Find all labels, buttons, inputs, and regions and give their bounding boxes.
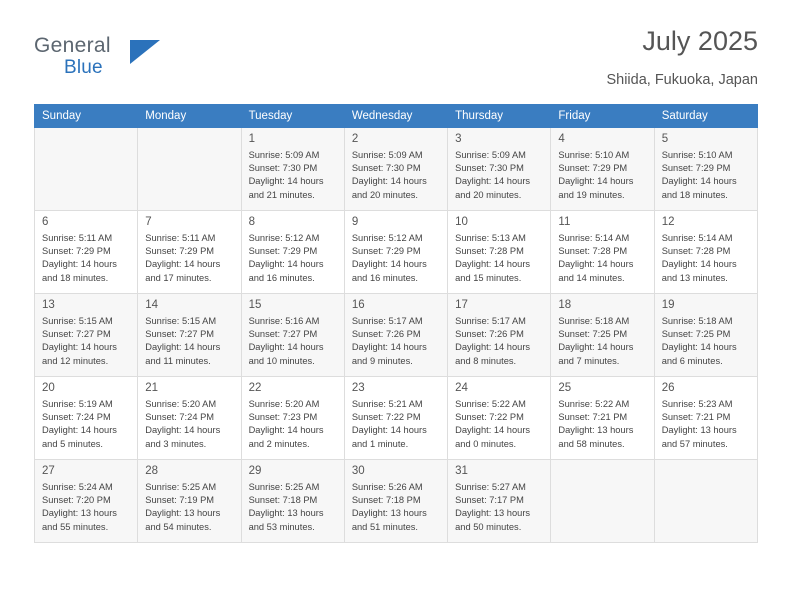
day-info-line: Sunrise: 5:21 AM [351, 399, 423, 409]
day-info-line: and 15 minutes. [455, 272, 522, 283]
day-number: 2 [351, 133, 359, 145]
day-info-line: Sunrise: 5:14 AM [661, 233, 733, 243]
day-cell-content [345, 294, 447, 376]
day-cell-content [35, 460, 137, 542]
calendar-day-cell[interactable] [241, 377, 344, 460]
day-sun-info [352, 149, 441, 202]
day-cell-content [35, 128, 137, 210]
day-info-line: and 13 minutes. [661, 272, 728, 283]
day-info-line: Sunset: 7:20 PM [42, 495, 111, 506]
day-number: 16 [351, 299, 365, 311]
day-info-line: Daylight: 14 hours [42, 342, 117, 353]
day-number: 14 [145, 299, 159, 311]
day-info-line: Sunset: 7:27 PM [42, 329, 111, 340]
day-cell-content [655, 294, 757, 376]
day-number: 31 [455, 465, 468, 477]
day-number: 19 [661, 299, 675, 311]
day-sun-info [662, 149, 751, 202]
day-info-line: Daylight: 14 hours [351, 259, 427, 270]
day-info-line: Sunset: 7:29 PM [145, 246, 215, 257]
weekday-header-sunday: Sunday [35, 105, 138, 128]
day-info-line: Daylight: 14 hours [661, 259, 737, 270]
day-info-line: Sunset: 7:24 PM [42, 412, 111, 423]
day-cell-content [345, 211, 447, 293]
day-info-line: and 3 minutes. [145, 438, 207, 449]
day-info-line: Daylight: 14 hours [145, 259, 221, 270]
day-info-line: Sunset: 7:17 PM [455, 495, 524, 506]
day-sun-info [352, 481, 441, 534]
calendar-day-cell[interactable] [138, 211, 241, 294]
day-info-line: Daylight: 13 hours [558, 425, 634, 436]
day-info-line: Daylight: 14 hours [558, 342, 634, 353]
day-info-line: Sunrise: 5:11 AM [42, 233, 113, 243]
day-info-line: and 51 minutes. [351, 521, 418, 532]
day-info-line: and 7 minutes. [558, 355, 620, 366]
calendar-day-cell[interactable] [448, 460, 551, 543]
day-number: 17 [455, 299, 468, 311]
day-info-line: Sunrise: 5:26 AM [351, 482, 423, 492]
day-sun-info [455, 232, 544, 285]
calendar-empty-cell [35, 128, 138, 211]
day-info-line: Sunset: 7:28 PM [455, 246, 524, 257]
day-info-line: Sunrise: 5:16 AM [248, 316, 320, 326]
logo-general-text: General [34, 34, 111, 57]
day-info-line: Sunrise: 5:20 AM [248, 399, 320, 409]
day-info-line: and 53 minutes. [248, 521, 315, 532]
calendar-day-cell[interactable] [551, 377, 654, 460]
day-info-line: Sunset: 7:27 PM [248, 329, 318, 340]
day-info-line: Daylight: 14 hours [558, 176, 634, 187]
day-sun-info [662, 398, 751, 451]
day-info-line: Sunset: 7:30 PM [248, 163, 318, 174]
calendar-week-row [35, 377, 758, 460]
day-info-line: Sunset: 7:22 PM [455, 412, 524, 423]
day-sun-info [42, 481, 131, 534]
day-info-line: Sunset: 7:26 PM [455, 329, 524, 340]
day-number: 24 [455, 382, 468, 394]
day-info-line: and 18 minutes. [661, 189, 728, 200]
day-info-line: and 10 minutes. [248, 355, 315, 366]
day-info-line: and 20 minutes. [351, 189, 418, 200]
day-info-line: Sunrise: 5:14 AM [558, 233, 630, 243]
day-sun-info [145, 315, 234, 368]
day-info-line: and 20 minutes. [455, 189, 522, 200]
day-sun-info [249, 232, 338, 285]
day-sun-info [42, 315, 131, 368]
day-number: 11 [558, 216, 571, 228]
day-info-line: Sunset: 7:28 PM [661, 246, 731, 257]
day-info-line: Daylight: 14 hours [455, 259, 531, 270]
day-info-line: and 58 minutes. [558, 438, 625, 449]
day-info-line: Daylight: 14 hours [248, 176, 324, 187]
day-cell-content [345, 377, 447, 459]
calendar-day-cell[interactable] [35, 294, 138, 377]
day-info-line: Daylight: 13 hours [145, 508, 221, 519]
day-info-line: Sunset: 7:22 PM [351, 412, 421, 423]
day-sun-info [145, 481, 234, 534]
day-cell-content [35, 211, 137, 293]
day-info-line: Sunset: 7:19 PM [145, 495, 215, 506]
calendar-day-cell[interactable] [448, 211, 551, 294]
day-info-line: and 19 minutes. [558, 189, 625, 200]
day-cell-content [655, 377, 757, 459]
day-info-line: Sunrise: 5:17 AM [455, 316, 526, 326]
day-info-line: Sunset: 7:29 PM [351, 246, 421, 257]
day-number: 23 [351, 382, 365, 394]
calendar-day-cell[interactable] [654, 377, 757, 460]
day-cell-content [138, 294, 240, 376]
calendar-day-cell[interactable] [138, 377, 241, 460]
day-info-line: and 16 minutes. [351, 272, 418, 283]
day-sun-info [42, 398, 131, 451]
day-info-line: and 17 minutes. [145, 272, 212, 283]
day-info-line: and 2 minutes. [248, 438, 310, 449]
day-cell-content [551, 128, 653, 210]
day-info-line: and 6 minutes. [661, 355, 723, 366]
day-info-line: Sunrise: 5:15 AM [145, 316, 217, 326]
day-cell-content [138, 377, 240, 459]
day-number: 18 [558, 299, 572, 311]
weekday-header-saturday: Saturday [654, 105, 757, 128]
day-number: 15 [248, 299, 262, 311]
day-info-line: Sunset: 7:26 PM [351, 329, 421, 340]
day-info-line: Daylight: 14 hours [455, 425, 531, 436]
day-info-line: Daylight: 13 hours [455, 508, 531, 519]
day-info-line: Daylight: 13 hours [42, 508, 117, 519]
day-cell-content [35, 377, 137, 459]
day-cell-content [138, 460, 240, 542]
calendar-week-row [35, 294, 758, 377]
calendar-week-row [35, 128, 758, 211]
calendar-day-cell[interactable] [35, 460, 138, 543]
day-info-line: Sunset: 7:23 PM [248, 412, 318, 423]
calendar-empty-cell [138, 128, 241, 211]
day-sun-info [42, 232, 131, 285]
day-info-line: and 50 minutes. [455, 521, 522, 532]
calendar-day-cell[interactable] [448, 128, 551, 211]
calendar-day-cell[interactable] [344, 211, 447, 294]
day-sun-info [558, 398, 647, 451]
day-info-line: Sunset: 7:29 PM [661, 163, 731, 174]
day-number: 30 [351, 465, 365, 477]
calendar-day-cell[interactable] [551, 128, 654, 211]
day-number: 5 [661, 133, 669, 145]
calendar-day-cell[interactable] [35, 211, 138, 294]
calendar-empty-cell [551, 460, 654, 543]
day-sun-info [455, 149, 544, 202]
day-sun-info [249, 398, 338, 451]
day-number: 4 [558, 133, 565, 145]
day-info-line: Daylight: 14 hours [145, 342, 221, 353]
flag-icon [130, 40, 160, 64]
day-cell-content [242, 128, 344, 210]
calendar-header-row [35, 105, 758, 128]
day-info-line: Sunset: 7:21 PM [661, 412, 731, 423]
day-sun-info [352, 398, 441, 451]
day-info-line: Daylight: 14 hours [558, 259, 634, 270]
day-info-line: and 12 minutes. [42, 355, 109, 366]
day-info-line: Sunrise: 5:20 AM [145, 399, 217, 409]
day-info-line: Sunset: 7:29 PM [42, 246, 111, 257]
day-info-line: and 11 minutes. [145, 355, 211, 366]
day-cell-content [551, 460, 653, 542]
calendar-day-cell[interactable] [654, 211, 757, 294]
day-cell-content [448, 377, 550, 459]
day-number: 12 [661, 216, 675, 228]
day-info-line: and 18 minutes. [42, 272, 109, 283]
weekday-header-tuesday: Tuesday [241, 105, 344, 128]
calendar-day-cell[interactable] [241, 294, 344, 377]
calendar-table [34, 104, 758, 543]
calendar-day-cell[interactable] [551, 294, 654, 377]
day-sun-info [558, 315, 647, 368]
day-info-line: Sunrise: 5:18 AM [661, 316, 733, 326]
day-number: 20 [42, 382, 55, 394]
day-number: 27 [42, 465, 55, 477]
day-info-line: Daylight: 13 hours [661, 425, 737, 436]
day-sun-info [352, 232, 441, 285]
day-info-line: Sunrise: 5:17 AM [351, 316, 423, 326]
calendar-day-cell[interactable] [138, 460, 241, 543]
day-cell-content [655, 211, 757, 293]
day-number: 3 [455, 133, 462, 145]
day-info-line: and 8 minutes. [455, 355, 517, 366]
day-info-line: Daylight: 14 hours [42, 425, 117, 436]
day-info-line: Sunset: 7:21 PM [558, 412, 628, 423]
day-info-line: Sunrise: 5:18 AM [558, 316, 630, 326]
day-cell-content [448, 460, 550, 542]
day-info-line: Sunrise: 5:27 AM [455, 482, 526, 492]
day-info-line: Daylight: 14 hours [351, 342, 427, 353]
day-number: 10 [455, 216, 468, 228]
day-info-line: Sunrise: 5:10 AM [661, 150, 733, 160]
day-number: 22 [248, 382, 262, 394]
calendar-day-cell[interactable] [344, 128, 447, 211]
day-sun-info [455, 315, 544, 368]
day-info-line: Sunset: 7:29 PM [558, 163, 628, 174]
day-info-line: Sunset: 7:25 PM [661, 329, 731, 340]
day-cell-content [551, 211, 653, 293]
day-info-line: Daylight: 14 hours [351, 425, 427, 436]
day-info-line: and 55 minutes. [42, 521, 109, 532]
calendar-body [35, 128, 758, 543]
day-info-line: Daylight: 14 hours [248, 342, 324, 353]
day-cell-content [35, 294, 137, 376]
day-cell-content [448, 294, 550, 376]
day-info-line: Daylight: 14 hours [661, 342, 737, 353]
calendar-week-row [35, 211, 758, 294]
day-cell-content [448, 128, 550, 210]
day-cell-content [345, 128, 447, 210]
calendar-day-cell[interactable] [344, 294, 447, 377]
day-sun-info [455, 481, 544, 534]
location-subtitle: Shiida, Fukuoka, Japan [606, 72, 758, 88]
day-info-line: Sunset: 7:27 PM [145, 329, 215, 340]
day-number: 25 [558, 382, 572, 394]
day-sun-info [558, 232, 647, 285]
day-info-line: Sunrise: 5:12 AM [351, 233, 423, 243]
page-title: July 2025 [642, 26, 758, 56]
day-cell-content [138, 128, 240, 210]
day-info-line: and 14 minutes. [558, 272, 625, 283]
day-number: 13 [42, 299, 55, 311]
weekday-header-wednesday: Wednesday [344, 105, 447, 128]
day-info-line: Sunrise: 5:13 AM [455, 233, 526, 243]
day-number: 28 [145, 465, 159, 477]
page-header [34, 26, 758, 96]
day-number: 21 [145, 382, 159, 394]
day-sun-info [558, 149, 647, 202]
day-info-line: and 54 minutes. [145, 521, 212, 532]
day-info-line: Sunrise: 5:24 AM [42, 482, 113, 492]
day-sun-info [455, 398, 544, 451]
logo [34, 34, 224, 86]
day-sun-info [249, 481, 338, 534]
day-info-line: and 21 minutes. [248, 189, 315, 200]
day-info-line: Daylight: 14 hours [455, 176, 531, 187]
day-cell-content [242, 460, 344, 542]
day-number: 26 [661, 382, 675, 394]
day-info-line: Daylight: 14 hours [248, 259, 324, 270]
calendar-day-cell[interactable] [138, 294, 241, 377]
day-info-line: Sunset: 7:30 PM [455, 163, 524, 174]
day-sun-info [249, 315, 338, 368]
day-info-line: Sunrise: 5:22 AM [455, 399, 526, 409]
day-info-line: and 0 minutes. [455, 438, 517, 449]
day-info-line: Sunrise: 5:10 AM [558, 150, 630, 160]
weekday-header-thursday: Thursday [448, 105, 551, 128]
day-info-line: Sunrise: 5:19 AM [42, 399, 113, 409]
day-number: 7 [145, 216, 152, 228]
day-info-line: Daylight: 13 hours [351, 508, 427, 519]
calendar-day-cell[interactable] [448, 377, 551, 460]
day-info-line: Sunset: 7:24 PM [145, 412, 215, 423]
day-info-line: and 1 minute. [351, 438, 409, 449]
calendar-day-cell[interactable] [241, 211, 344, 294]
calendar-day-cell[interactable] [344, 460, 447, 543]
calendar-day-cell[interactable] [241, 460, 344, 543]
calendar-day-cell[interactable] [241, 128, 344, 211]
day-cell-content [242, 211, 344, 293]
day-info-line: Sunrise: 5:23 AM [661, 399, 733, 409]
calendar-week-row [35, 460, 758, 543]
day-info-line: Sunrise: 5:11 AM [145, 233, 216, 243]
day-info-line: Sunrise: 5:22 AM [558, 399, 630, 409]
day-info-line: Daylight: 13 hours [248, 508, 324, 519]
day-info-line: and 5 minutes. [42, 438, 103, 449]
day-number: 1 [248, 133, 255, 145]
day-cell-content [345, 460, 447, 542]
day-info-line: Sunrise: 5:25 AM [145, 482, 217, 492]
day-info-line: and 16 minutes. [248, 272, 315, 283]
day-sun-info [662, 315, 751, 368]
day-info-line: Daylight: 14 hours [661, 176, 737, 187]
day-info-line: Sunrise: 5:15 AM [42, 316, 113, 326]
day-info-line: Sunrise: 5:09 AM [351, 150, 423, 160]
day-sun-info [352, 315, 441, 368]
day-number: 29 [248, 465, 262, 477]
logo-blue-text: Blue [64, 57, 103, 78]
day-sun-info [249, 149, 338, 202]
day-info-line: Daylight: 14 hours [42, 259, 117, 270]
day-cell-content [242, 377, 344, 459]
day-info-line: and 57 minutes. [661, 438, 728, 449]
day-sun-info [145, 398, 234, 451]
day-info-line: Sunset: 7:18 PM [351, 495, 421, 506]
calendar-empty-cell [654, 460, 757, 543]
day-info-line: Sunset: 7:28 PM [558, 246, 628, 257]
calendar-day-cell[interactable] [654, 294, 757, 377]
day-cell-content [551, 377, 653, 459]
day-info-line: Daylight: 14 hours [145, 425, 221, 436]
day-sun-info [145, 232, 234, 285]
day-info-line: Daylight: 14 hours [248, 425, 324, 436]
calendar-day-cell[interactable] [344, 377, 447, 460]
day-cell-content [655, 128, 757, 210]
day-cell-content [655, 460, 757, 542]
day-cell-content [448, 211, 550, 293]
day-info-line: and 9 minutes. [351, 355, 413, 366]
day-sun-info [662, 232, 751, 285]
day-info-line: Sunset: 7:18 PM [248, 495, 318, 506]
day-info-line: Daylight: 14 hours [351, 176, 427, 187]
weekday-header-friday: Friday [551, 105, 654, 128]
calendar-day-cell[interactable] [654, 128, 757, 211]
day-info-line: Sunrise: 5:09 AM [248, 150, 320, 160]
day-cell-content [242, 294, 344, 376]
day-number: 6 [42, 216, 49, 228]
day-info-line: Sunset: 7:25 PM [558, 329, 628, 340]
day-info-line: Sunset: 7:30 PM [351, 163, 421, 174]
day-info-line: Sunset: 7:29 PM [248, 246, 318, 257]
day-number: 9 [351, 216, 359, 228]
day-info-line: Daylight: 14 hours [455, 342, 531, 353]
weekday-header-monday: Monday [138, 105, 241, 128]
day-number: 8 [248, 216, 255, 228]
calendar-day-cell[interactable] [448, 294, 551, 377]
day-info-line: Sunrise: 5:12 AM [248, 233, 320, 243]
calendar-day-cell[interactable] [35, 377, 138, 460]
day-cell-content [551, 294, 653, 376]
day-info-line: Sunrise: 5:25 AM [248, 482, 320, 492]
day-cell-content [138, 211, 240, 293]
day-info-line: Sunrise: 5:09 AM [455, 150, 526, 160]
calendar-day-cell[interactable] [551, 211, 654, 294]
